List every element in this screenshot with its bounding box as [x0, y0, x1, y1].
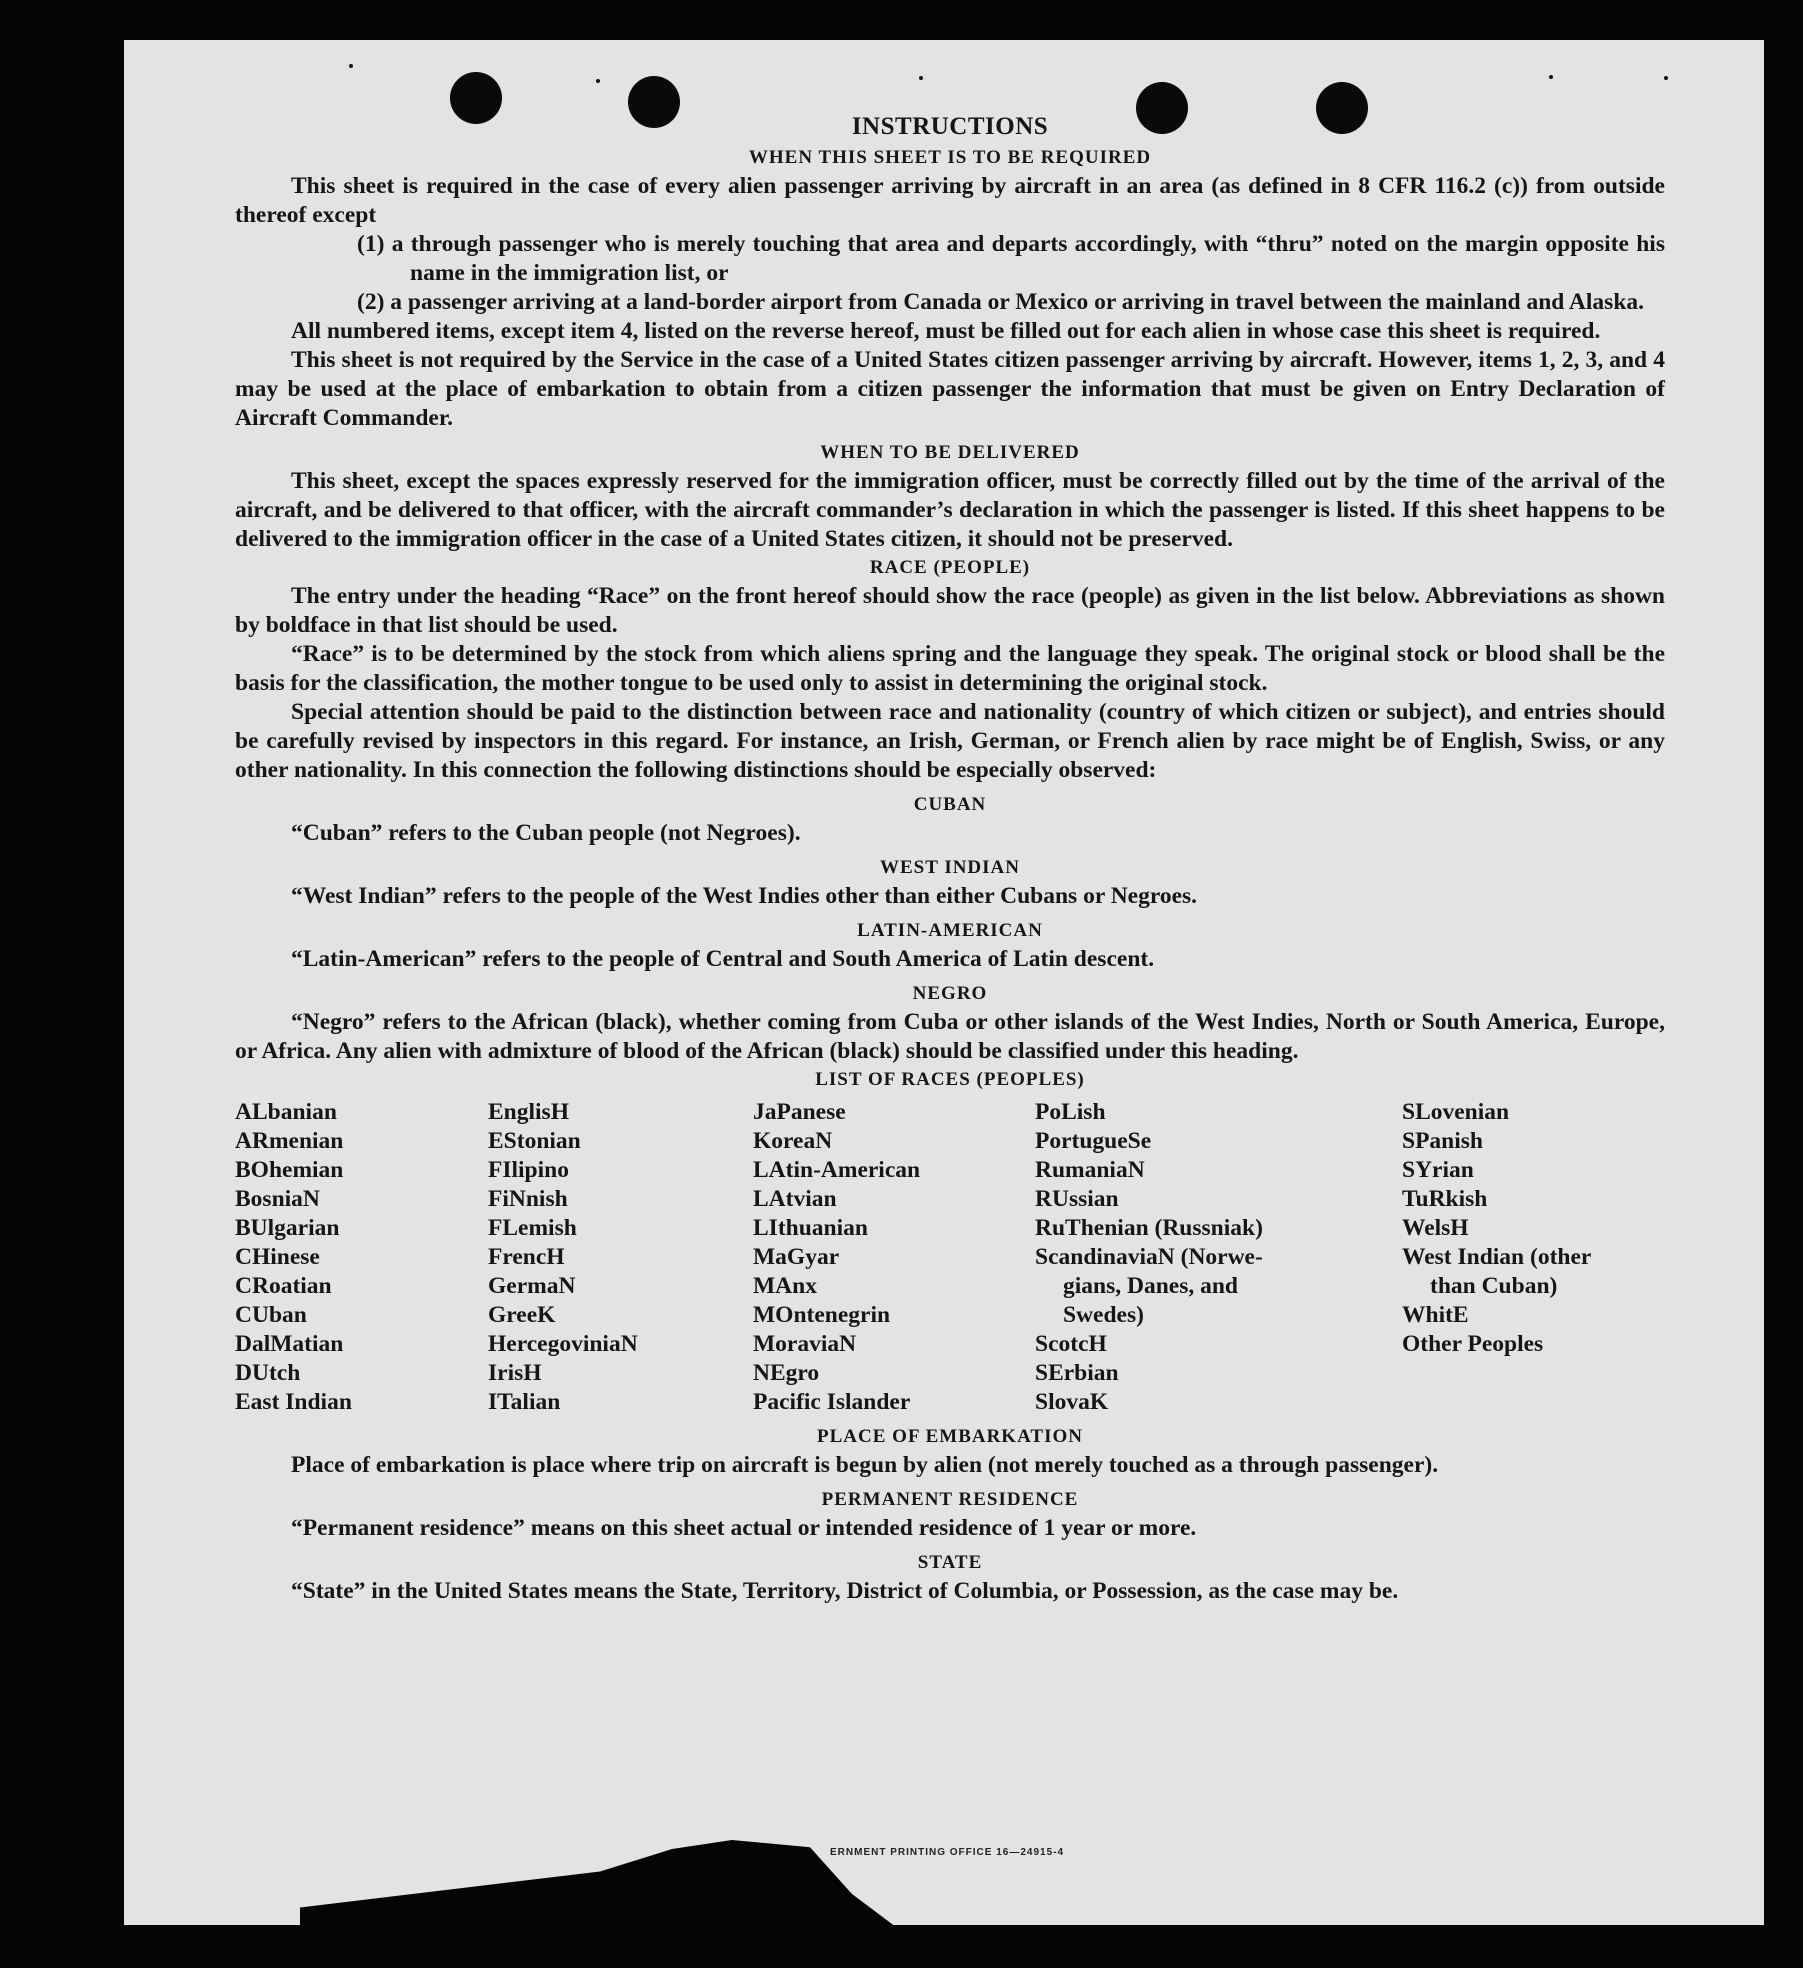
race-entry: FiNnish — [488, 1186, 568, 1212]
race-entry: Swedes) — [1063, 1302, 1144, 1328]
race-column — [753, 1098, 1035, 1417]
race-entry: KoreaN — [753, 1128, 833, 1154]
paragraph: “Latin-American” refers to the people of Central and South America of Latin descent. — [291, 946, 1155, 972]
race-entry: PoLish — [1035, 1099, 1106, 1125]
page-title: INSTRUCTIONS — [851, 113, 1049, 140]
race-entry: SYrian — [1402, 1157, 1474, 1183]
race-entry: ALbanian — [235, 1099, 337, 1125]
paragraph: The entry under the heading “Race” on the front hereof should show the race (people) as given in the list below. Abbreviations as shown by boldface in that list should be used. — [235, 583, 1665, 638]
race-entry: WhitE — [1402, 1302, 1469, 1328]
race-entry: ScotcH — [1035, 1331, 1107, 1357]
race-entry: ITalian — [488, 1389, 561, 1415]
race-entry: gians, Danes, and — [1063, 1273, 1238, 1299]
printer-imprint: ERNMENT PRINTING OFFICE 16—24915-4 — [830, 1847, 1065, 1858]
speck — [596, 79, 600, 83]
section-heading-cuban: CUBAN — [913, 794, 987, 815]
race-entry: JaPanese — [753, 1099, 846, 1125]
race-entry: RUssian — [1035, 1186, 1119, 1212]
race-entry: FrencH — [488, 1244, 565, 1270]
speck — [349, 64, 353, 68]
section-heading-west-indian: WEST INDIAN — [880, 857, 1020, 878]
race-entry: ARmenian — [235, 1128, 344, 1154]
section-heading-required: WHEN THIS SHEET IS TO BE REQUIRED — [748, 147, 1152, 168]
race-entry: PortugueSe — [1035, 1128, 1152, 1154]
paragraph: “State” in the United States means the State, Territory, District of Columbia, or Possession, as the case may be. — [291, 1578, 1399, 1604]
race-entry: Other Peoples — [1402, 1331, 1544, 1357]
race-entry: DUtch — [235, 1360, 301, 1386]
race-list — [235, 1098, 1665, 1417]
race-entry: CRoatian — [235, 1273, 332, 1299]
race-entry: than Cuban) — [1430, 1273, 1558, 1299]
paragraph: “Race” is to be determined by the stock from which aliens spring and the language they speak. The original stock or blood shall be the basis for the classification, the mother tongue to be used only to assist in determining the original stock. — [235, 641, 1665, 696]
race-entry: CUban — [235, 1302, 307, 1328]
speck — [1664, 76, 1668, 80]
race-entry: MoraviaN — [753, 1331, 857, 1357]
race-entry: EnglisH — [488, 1099, 569, 1125]
paragraph: “Negro” refers to the African (black), whether coming from Cuba or other islands of the West Indies, North or South America, Europe, or Africa. Any alien with admixture of blood of the African (black) should be classified under this heading. — [235, 1009, 1665, 1064]
paragraph: All numbered items, except item 4, listed on the reverse hereof, must be filled out for each alien in whose case this sheet is required. — [291, 318, 1601, 344]
section-heading-state: STATE — [917, 1552, 983, 1573]
race-entry: SErbian — [1035, 1360, 1119, 1386]
race-entry: GermaN — [488, 1273, 576, 1299]
section-heading-list: LIST OF RACES (PEOPLES) — [815, 1069, 1085, 1090]
race-column — [235, 1098, 488, 1417]
paragraph: “Cuban” refers to the Cuban people (not Negroes). — [291, 820, 801, 846]
race-entry: WelsH — [1402, 1215, 1469, 1241]
paragraph: Place of embarkation is place where trip on aircraft is begun by alien (not merely touched as a through passenger). — [291, 1452, 1439, 1478]
race-entry: LAtvian — [753, 1186, 837, 1212]
section-heading-race: RACE (PEOPLE) — [869, 557, 1031, 578]
section-heading-latin-american: LATIN-AMERICAN — [857, 920, 1043, 941]
race-entry: RumaniaN — [1035, 1157, 1145, 1183]
race-entry: MAnx — [753, 1273, 817, 1299]
race-entry: SlovaK — [1035, 1389, 1109, 1415]
race-entry: DalMatian — [235, 1331, 344, 1357]
race-entry: FIlipino — [488, 1157, 569, 1183]
section-heading-delivered: WHEN TO BE DELIVERED — [820, 442, 1080, 463]
speck — [919, 76, 923, 80]
race-entry: LAtin-American — [753, 1157, 921, 1183]
race-entry: MOntenegrin — [753, 1302, 891, 1328]
race-entry: BOhemian — [235, 1157, 344, 1183]
paragraph: This sheet is required in the case of every alien passenger arriving by aircraft in an area (as defined in 8 CFR 116.2 (c)) from outside thereof except — [235, 173, 1665, 228]
race-entry: EStonian — [488, 1128, 581, 1154]
race-entry: ScandinaviaN (Norwe- — [1035, 1244, 1263, 1270]
race-column — [1035, 1098, 1402, 1417]
race-entry: SPanish — [1402, 1128, 1483, 1154]
race-entry: TuRkish — [1402, 1186, 1488, 1212]
paragraph: This sheet is not required by the Service in the case of a United States citizen passenger arriving by aircraft. However, items 1, 2, 3, and 4 may be used at the place of embarkation to obtain from a citizen passenger the information that must be given on Entry Declaration of Aircraft Commander. — [235, 347, 1665, 431]
race-entry: HercegoviniaN — [488, 1331, 638, 1357]
race-entry: RuThenian (Russniak) — [1035, 1215, 1263, 1241]
paragraph: “Permanent residence” means on this sheet actual or intended residence of 1 year or more. — [291, 1515, 1197, 1541]
race-entry: West Indian (other — [1402, 1244, 1592, 1270]
list-item: (2) a passenger arriving at a land-border airport from Canada or Mexico or arriving in travel between the mainland and Alaska. — [357, 289, 1645, 315]
race-entry: GreeK — [488, 1302, 556, 1328]
list-item: (1) a through passenger who is merely touching that area and departs accordingly, with “thru” noted on the margin opposite his name in the immigration list, or — [357, 231, 1665, 286]
race-entry: FLemish — [488, 1215, 577, 1241]
section-heading-residence: PERMANENT RESIDENCE — [821, 1489, 1079, 1510]
race-entry: MaGyar — [753, 1244, 840, 1270]
paragraph: Special attention should be paid to the distinction between race and nationality (country of which citizen or subject), and entries should be carefully revised by inspectors in this regard. For instance, an Irish, German, or French alien by race might be of English, Swiss, or any other nationality. In this connection the following distinctions should be especially observed: — [235, 699, 1665, 783]
race-entry: CHinese — [235, 1244, 320, 1270]
speck — [1549, 75, 1553, 79]
instructions-content — [235, 110, 1665, 1606]
section-heading-embarkation: PLACE OF EMBARKATION — [817, 1426, 1083, 1447]
race-entry: BosniaN — [235, 1186, 320, 1212]
race-entry: SLovenian — [1402, 1099, 1510, 1125]
section-heading-negro: NEGRO — [912, 983, 988, 1004]
race-entry: Pacific Islander — [753, 1389, 911, 1415]
race-column — [1402, 1098, 1664, 1417]
race-column — [488, 1098, 753, 1417]
paragraph: “West Indian” refers to the people of the West Indies other than either Cubans or Negroes. — [291, 883, 1198, 909]
race-entry: IrisH — [488, 1360, 542, 1386]
race-entry: NEgro — [753, 1360, 820, 1386]
paragraph: This sheet, except the spaces expressly reserved for the immigration officer, must be correctly filled out by the time of the arrival of the aircraft, and be delivered to that officer, with the aircraft commander’s declaration in which the passenger is listed. If this sheet happens to be delivered to the immigration officer in the case of a United States citizen, it should not be preserved. — [235, 468, 1665, 552]
race-entry: LIthuanian — [753, 1215, 868, 1241]
race-entry: BUlgarian — [235, 1215, 340, 1241]
race-entry: East Indian — [235, 1389, 352, 1415]
